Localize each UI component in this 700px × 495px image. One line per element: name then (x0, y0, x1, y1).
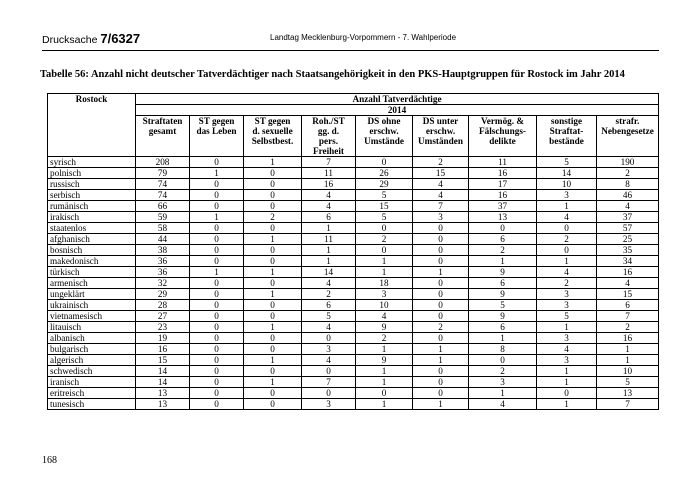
column-header-line: Nebengesetze (601, 126, 654, 136)
value-cell: 13 (597, 388, 659, 399)
value-cell: 36 (136, 267, 190, 278)
value-cell: 4 (302, 278, 356, 289)
value-cell: 23 (136, 322, 190, 333)
column-header-line: Selbstbest. (251, 136, 294, 146)
column-header (136, 116, 190, 157)
value-cell: 5 (356, 212, 413, 223)
column-header (469, 116, 537, 157)
value-cell: 1 (413, 399, 469, 410)
value-cell: 35 (597, 245, 659, 256)
column-header-line: Straftat- (549, 126, 584, 136)
column-header (356, 116, 413, 157)
value-cell: 0 (413, 245, 469, 256)
value-cell: 58 (136, 223, 190, 234)
nationality-cell: staatenlos (48, 223, 136, 234)
value-cell: 25 (597, 234, 659, 245)
data-table (47, 93, 659, 410)
value-cell: 0 (244, 179, 302, 190)
table-row (48, 157, 659, 168)
value-cell: 0 (537, 245, 597, 256)
value-cell: 4 (537, 212, 597, 223)
value-cell: 0 (413, 223, 469, 234)
value-cell: 1 (244, 157, 302, 168)
value-cell: 32 (136, 278, 190, 289)
value-cell: 44 (136, 234, 190, 245)
value-cell: 0 (190, 300, 244, 311)
value-cell: 3 (537, 289, 597, 300)
value-cell: 1 (537, 201, 597, 212)
column-header-line: gg. d. (317, 126, 340, 136)
value-cell: 1 (356, 366, 413, 377)
value-cell: 0 (244, 278, 302, 289)
value-cell: 16 (597, 333, 659, 344)
value-cell: 9 (469, 311, 537, 322)
value-cell: 16 (302, 179, 356, 190)
table-row (48, 377, 659, 388)
value-cell: 0 (190, 322, 244, 333)
value-cell: 6 (469, 322, 537, 333)
value-cell: 1 (190, 212, 244, 223)
column-header-line: Fälschungs- (479, 126, 526, 136)
value-cell: 16 (136, 344, 190, 355)
nationality-cell: russisch (48, 179, 136, 190)
value-cell: 6 (469, 234, 537, 245)
table-row (48, 388, 659, 399)
value-cell: 1 (190, 267, 244, 278)
value-cell: 0 (190, 245, 244, 256)
value-cell: 3 (537, 190, 597, 201)
value-cell: 208 (136, 157, 190, 168)
value-cell: 8 (469, 344, 537, 355)
value-cell: 74 (136, 190, 190, 201)
value-cell: 7 (597, 399, 659, 410)
table-row (48, 256, 659, 267)
nationality-cell: eritreisch (48, 388, 136, 399)
value-cell: 0 (469, 355, 537, 366)
table-row (48, 289, 659, 300)
corner-header: Rostock (48, 94, 136, 157)
column-header-line: ST gegen (198, 116, 235, 126)
value-cell: 1 (597, 344, 659, 355)
column-header-line: bestände (549, 136, 584, 146)
table-row (48, 333, 659, 344)
value-cell: 0 (190, 289, 244, 300)
value-cell: 3 (356, 289, 413, 300)
nationality-cell: rumänisch (48, 201, 136, 212)
value-cell: 0 (244, 344, 302, 355)
table-row (48, 168, 659, 179)
value-cell: 4 (302, 190, 356, 201)
column-header (413, 116, 469, 157)
value-cell: 1 (597, 355, 659, 366)
value-cell: 0 (356, 245, 413, 256)
table-row (48, 399, 659, 410)
value-cell: 0 (190, 399, 244, 410)
column-header (302, 116, 356, 157)
value-cell: 11 (302, 168, 356, 179)
value-cell: 4 (413, 179, 469, 190)
value-cell: 29 (136, 289, 190, 300)
value-cell: 0 (469, 223, 537, 234)
nationality-cell: algerisch (48, 355, 136, 366)
value-cell: 2 (302, 289, 356, 300)
nationality-cell: syrisch (48, 157, 136, 168)
nationality-cell: armenisch (48, 278, 136, 289)
value-cell: 3 (537, 333, 597, 344)
value-cell: 29 (356, 179, 413, 190)
value-cell: 37 (597, 212, 659, 223)
value-cell: 9 (356, 322, 413, 333)
value-cell: 1 (469, 256, 537, 267)
nationality-cell: ungeklärt (48, 289, 136, 300)
value-cell: 1 (302, 245, 356, 256)
value-cell: 0 (244, 245, 302, 256)
column-header-line: pers. (318, 136, 339, 146)
nationality-cell: bosnisch (48, 245, 136, 256)
value-cell: 9 (356, 355, 413, 366)
value-cell: 11 (302, 234, 356, 245)
nationality-cell: vietnamesisch (48, 311, 136, 322)
value-cell: 190 (597, 157, 659, 168)
value-cell: 10 (597, 366, 659, 377)
column-header-line: Umständen (418, 136, 463, 146)
column-header-line: erschw. (369, 126, 399, 136)
value-cell: 16 (469, 168, 537, 179)
value-cell: 3 (537, 300, 597, 311)
value-cell: 0 (244, 201, 302, 212)
value-cell: 0 (190, 333, 244, 344)
column-header-line: erschw. (425, 126, 456, 136)
value-cell: 0 (190, 190, 244, 201)
table-row (48, 278, 659, 289)
value-cell: 1 (537, 377, 597, 388)
value-cell: 1 (302, 223, 356, 234)
value-cell: 1 (356, 267, 413, 278)
value-cell: 3 (469, 377, 537, 388)
value-cell: 7 (413, 201, 469, 212)
value-cell: 28 (136, 300, 190, 311)
value-cell: 1 (356, 377, 413, 388)
value-cell: 5 (356, 190, 413, 201)
value-cell: 0 (537, 388, 597, 399)
value-cell: 1 (244, 234, 302, 245)
table-row (48, 322, 659, 333)
nationality-cell: irakisch (48, 212, 136, 223)
column-header-line: delikte (489, 136, 516, 146)
table-row (48, 355, 659, 366)
value-cell: 0 (356, 157, 413, 168)
value-cell: 2 (597, 322, 659, 333)
value-cell: 0 (190, 157, 244, 168)
page-number: 168 (42, 455, 57, 466)
value-cell: 5 (597, 377, 659, 388)
nationality-cell: ukrainisch (48, 300, 136, 311)
value-cell: 1 (537, 399, 597, 410)
value-cell: 16 (597, 267, 659, 278)
value-cell: 5 (537, 311, 597, 322)
value-cell: 7 (302, 157, 356, 168)
value-cell: 0 (190, 223, 244, 234)
value-cell: 36 (136, 256, 190, 267)
value-cell: 0 (190, 256, 244, 267)
value-cell: 1 (244, 322, 302, 333)
value-cell: 9 (469, 267, 537, 278)
nationality-cell: schwedisch (48, 366, 136, 377)
value-cell: 0 (413, 388, 469, 399)
value-cell: 4 (302, 322, 356, 333)
nationality-cell: bulgarisch (48, 344, 136, 355)
value-cell: 2 (537, 234, 597, 245)
value-cell: 0 (244, 168, 302, 179)
value-cell: 5 (469, 300, 537, 311)
column-header (244, 116, 302, 157)
value-cell: 2 (597, 168, 659, 179)
value-cell: 1 (302, 256, 356, 267)
value-cell: 0 (356, 223, 413, 234)
value-cell: 0 (244, 190, 302, 201)
nationality-cell: serbisch (48, 190, 136, 201)
nationality-cell: türkisch (48, 267, 136, 278)
parliament-label: Landtag Mecklenburg-Vorpommern - 7. Wahlperiode (270, 33, 457, 42)
value-cell: 0 (413, 289, 469, 300)
drucksache-number: 7/6327 (100, 31, 141, 46)
value-cell: 66 (136, 201, 190, 212)
value-cell: 0 (413, 234, 469, 245)
value-cell: 0 (302, 366, 356, 377)
value-cell: 38 (136, 245, 190, 256)
value-cell: 1 (190, 168, 244, 179)
value-cell: 2 (356, 234, 413, 245)
nationality-cell: afghanisch (48, 234, 136, 245)
value-cell: 10 (356, 300, 413, 311)
value-cell: 34 (597, 256, 659, 267)
column-header (537, 116, 597, 157)
value-cell: 1 (356, 256, 413, 267)
nationality-cell: albanisch (48, 333, 136, 344)
value-cell: 4 (356, 311, 413, 322)
value-cell: 2 (413, 322, 469, 333)
value-cell: 13 (469, 212, 537, 223)
value-cell: 10 (537, 179, 597, 190)
value-cell: 3 (302, 344, 356, 355)
value-cell: 4 (469, 399, 537, 410)
column-header (597, 116, 659, 157)
value-cell: 1 (469, 333, 537, 344)
value-cell: 7 (302, 377, 356, 388)
table-row (48, 223, 659, 234)
nationality-cell: litauisch (48, 322, 136, 333)
table-row (48, 234, 659, 245)
table-row (48, 267, 659, 278)
value-cell: 14 (136, 366, 190, 377)
value-cell: 1 (244, 355, 302, 366)
table-caption: Tabelle 56: Anzahl nicht deutscher Tatverdächtiger nach Staatsangehörigkeit in den PKS-Hauptgruppen für Rostock im Jahr 2014 (40, 69, 625, 80)
value-cell: 1 (413, 355, 469, 366)
value-cell: 0 (413, 366, 469, 377)
value-cell: 4 (537, 267, 597, 278)
value-cell: 1 (356, 344, 413, 355)
value-cell: 0 (413, 300, 469, 311)
value-cell: 14 (537, 168, 597, 179)
page-header (42, 31, 659, 49)
column-header-line: sonstige (550, 116, 583, 126)
value-cell: 0 (190, 278, 244, 289)
value-cell: 4 (597, 278, 659, 289)
value-cell: 14 (136, 377, 190, 388)
value-cell: 13 (136, 399, 190, 410)
value-cell: 16 (469, 190, 537, 201)
value-cell: 0 (413, 377, 469, 388)
column-header-line: ST gegen (254, 116, 291, 126)
nationality-cell: tunesisch (48, 399, 136, 410)
value-cell: 0 (302, 333, 356, 344)
value-cell: 0 (413, 256, 469, 267)
nationality-cell: iranisch (48, 377, 136, 388)
value-cell: 79 (136, 168, 190, 179)
table-row (48, 344, 659, 355)
value-cell: 7 (597, 311, 659, 322)
column-header-line: Freiheit (313, 146, 344, 156)
value-cell: 0 (244, 399, 302, 410)
column-header-line: Roh./ST (312, 116, 345, 126)
column-header-line: Umstände (364, 136, 404, 146)
value-cell: 1 (469, 388, 537, 399)
value-cell: 8 (597, 179, 659, 190)
column-header-line: strafr. (615, 116, 640, 126)
column-header-line: d. sexuelle (252, 126, 293, 136)
value-cell: 0 (356, 388, 413, 399)
table-row (48, 212, 659, 223)
value-cell: 0 (244, 300, 302, 311)
value-cell: 0 (244, 223, 302, 234)
value-cell: 0 (190, 377, 244, 388)
value-cell: 17 (469, 179, 537, 190)
table-row (48, 245, 659, 256)
value-cell: 1 (356, 399, 413, 410)
table-row (48, 311, 659, 322)
value-cell: 0 (244, 366, 302, 377)
value-cell: 5 (302, 311, 356, 322)
value-cell: 37 (469, 201, 537, 212)
value-cell: 0 (537, 223, 597, 234)
column-header-line: gesamt (148, 126, 177, 136)
value-cell: 6 (469, 278, 537, 289)
value-cell: 0 (190, 344, 244, 355)
table-row (48, 300, 659, 311)
drucksache-prefix: Drucksache (42, 34, 101, 46)
value-cell: 15 (597, 289, 659, 300)
column-header-line: Vermög. & (480, 116, 525, 126)
value-cell: 0 (190, 355, 244, 366)
nationality-cell: polnisch (48, 168, 136, 179)
value-cell: 5 (537, 157, 597, 168)
year-header: 2014 (136, 105, 659, 116)
value-cell: 4 (537, 344, 597, 355)
header-rule (42, 50, 659, 51)
value-cell: 14 (302, 267, 356, 278)
value-cell: 4 (597, 201, 659, 212)
value-cell: 11 (469, 157, 537, 168)
value-cell: 0 (190, 234, 244, 245)
column-header-line: das Leben (196, 126, 237, 136)
column-header (190, 116, 244, 157)
value-cell: 19 (136, 333, 190, 344)
value-cell: 4 (302, 355, 356, 366)
value-cell: 0 (413, 311, 469, 322)
value-cell: 2 (469, 245, 537, 256)
drucksache-label (42, 31, 140, 46)
value-cell: 1 (413, 344, 469, 355)
value-cell: 4 (302, 201, 356, 212)
column-header-line: DS unter (422, 116, 459, 126)
value-cell: 6 (302, 212, 356, 223)
nationality-cell: makedonisch (48, 256, 136, 267)
group-header: Anzahl Tatverdächtige (136, 94, 659, 105)
value-cell: 15 (356, 201, 413, 212)
value-cell: 0 (190, 179, 244, 190)
value-cell: 1 (413, 267, 469, 278)
value-cell: 59 (136, 212, 190, 223)
value-cell: 74 (136, 179, 190, 190)
value-cell: 6 (597, 300, 659, 311)
value-cell: 0 (190, 388, 244, 399)
value-cell: 3 (537, 355, 597, 366)
value-cell: 0 (413, 278, 469, 289)
value-cell: 0 (244, 256, 302, 267)
column-header-line: DS ohne (367, 116, 401, 126)
value-cell: 0 (302, 388, 356, 399)
value-cell: 0 (244, 311, 302, 322)
value-cell: 0 (413, 333, 469, 344)
value-cell: 2 (356, 333, 413, 344)
value-cell: 26 (356, 168, 413, 179)
value-cell: 2 (537, 278, 597, 289)
table-row (48, 179, 659, 190)
value-cell: 1 (537, 366, 597, 377)
value-cell: 0 (190, 366, 244, 377)
table-row (48, 201, 659, 212)
value-cell: 3 (302, 399, 356, 410)
column-header-line: Straftaten (142, 116, 183, 126)
value-cell: 13 (136, 388, 190, 399)
value-cell: 1 (244, 267, 302, 278)
value-cell: 1 (244, 377, 302, 388)
value-cell: 1 (244, 289, 302, 300)
value-cell: 1 (537, 256, 597, 267)
table-row (48, 190, 659, 201)
value-cell: 15 (136, 355, 190, 366)
value-cell: 3 (413, 212, 469, 223)
table-row (48, 366, 659, 377)
value-cell: 27 (136, 311, 190, 322)
value-cell: 1 (537, 322, 597, 333)
value-cell: 2 (413, 157, 469, 168)
value-cell: 46 (597, 190, 659, 201)
value-cell: 0 (190, 201, 244, 212)
value-cell: 18 (356, 278, 413, 289)
value-cell: 4 (413, 190, 469, 201)
value-cell: 6 (302, 300, 356, 311)
value-cell: 0 (190, 311, 244, 322)
value-cell: 2 (469, 366, 537, 377)
value-cell: 2 (244, 212, 302, 223)
value-cell: 0 (244, 333, 302, 344)
value-cell: 9 (469, 289, 537, 300)
value-cell: 0 (244, 388, 302, 399)
value-cell: 57 (597, 223, 659, 234)
value-cell: 15 (413, 168, 469, 179)
